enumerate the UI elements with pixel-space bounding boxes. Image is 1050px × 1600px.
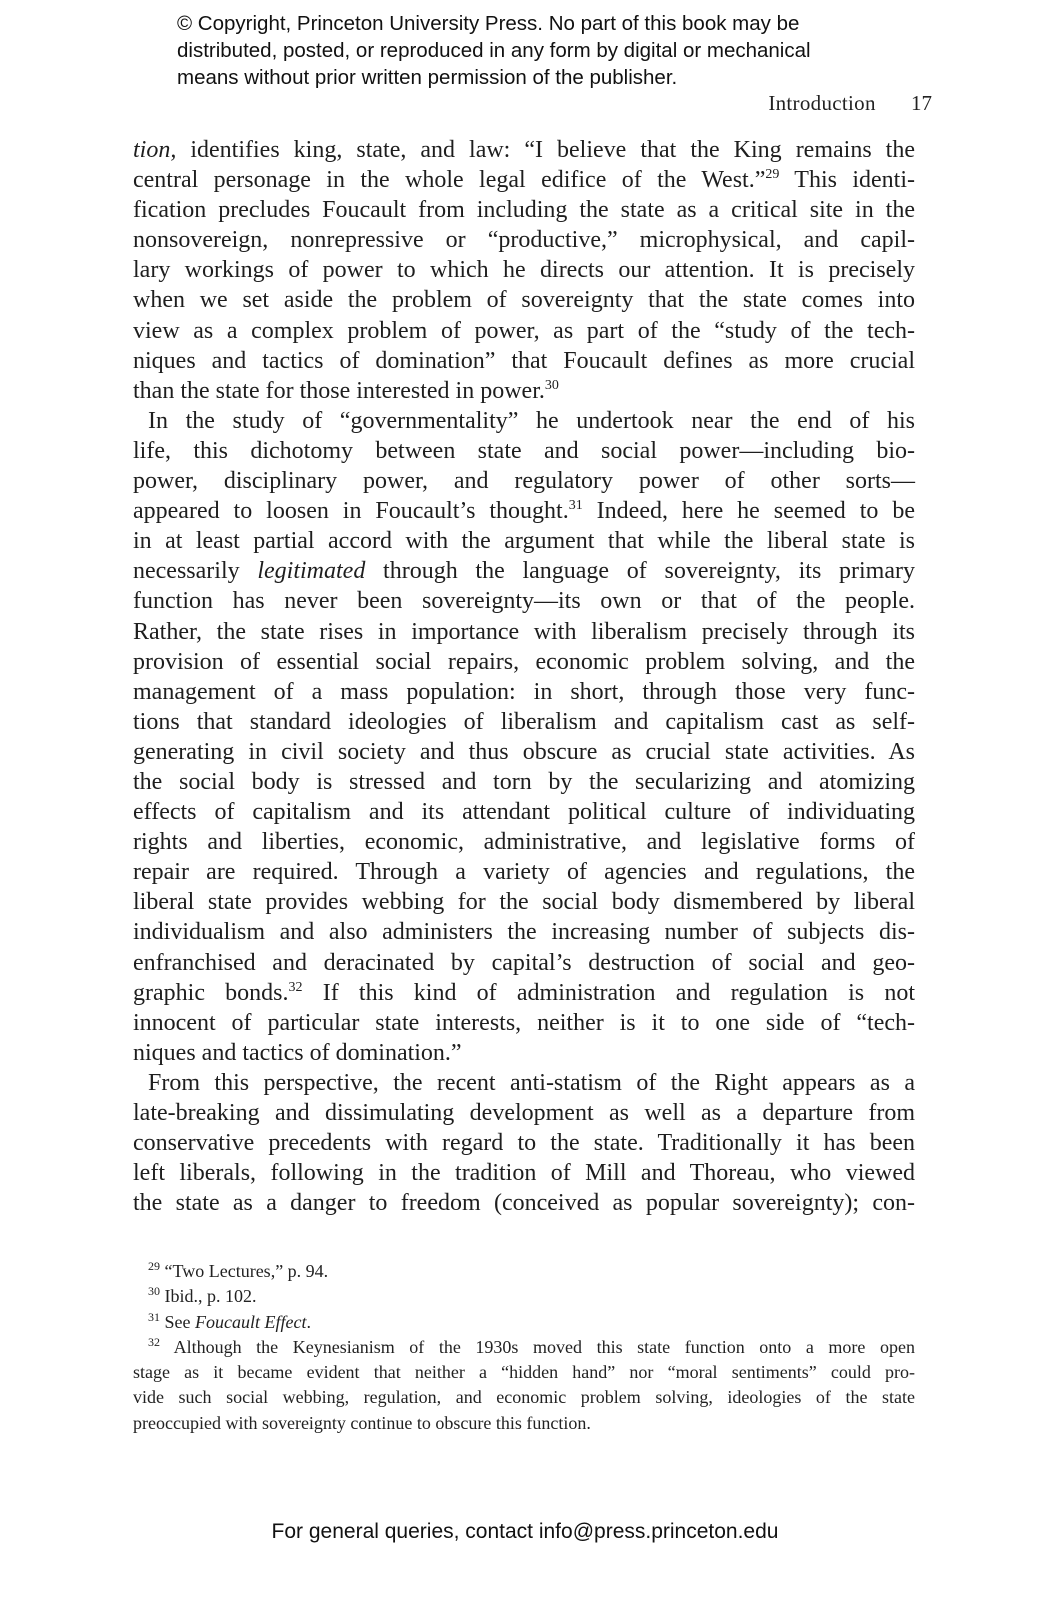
line-content [133,255,915,285]
text-run: niques and tactics of domination.” [133,1039,462,1066]
text-line [133,526,915,556]
text-run: If this kind of administration and regulation is not [302,979,915,1006]
text-run: effects of capitalism and its attendant political culture of individuating [133,799,915,826]
text-run: function has never been sovereignty—its own or that of the people. [133,588,915,615]
text-line [133,917,915,947]
footnote-ref: 30 [544,377,559,393]
line-content [133,917,915,947]
footnote-line [133,1335,915,1360]
text-line [133,737,915,767]
line-content [133,948,915,978]
line-content [148,1068,915,1098]
footnote-line [133,1385,915,1410]
line-content [133,1128,915,1158]
line-content [133,978,915,1008]
text-run: vide such social webbing, regulation, and economic problem solving, ideologies of the state [133,1387,915,1408]
line-content [133,165,915,195]
footnote-line [133,1411,915,1436]
text-line [133,376,915,406]
text-line [133,195,915,225]
text-run: See [164,1311,195,1332]
footnote-ref: 32 [288,979,303,995]
footnote-line [133,1310,915,1335]
text-line [133,1158,915,1188]
running-head [768,91,932,116]
text-line [133,586,915,616]
line-content [133,195,915,225]
text-run: In the study of “governmentality” he undertook near the end of his [148,407,915,434]
text-line [133,647,915,677]
line-content [133,797,915,827]
text-line [133,316,915,346]
text-run: left liberals, following in the tradition of Mill and Thoreau, who viewed [133,1160,915,1187]
text-run: Indeed, here he seemed to be [582,498,915,525]
text-run: stage as it became evident that neither a “hidden hand” nor “moral sentiments” could pro- [133,1362,915,1383]
text-run: necessarily [133,558,258,585]
text-line [133,165,915,195]
text-line [133,677,915,707]
copyright-line: © Copyright, Princeton University Press. No part of this book may be [177,12,800,35]
paragraph [133,1068,915,1218]
text-run: fication precludes Foucault from including the state as a critical site in the [133,197,915,224]
line-content [133,857,915,887]
line-content [133,466,915,496]
footnote-ref: 31 [568,498,583,514]
footnote-31 [133,1310,915,1335]
text-line [133,1128,915,1158]
text-run: enfranchised and deracinated by capital’s destruction of social and geo- [133,949,915,976]
footnote-30 [133,1284,915,1309]
line-content [133,496,915,526]
text-run: than the state for those interested in power. [133,377,545,404]
line-content [133,586,915,616]
line-content [133,647,915,677]
line-content [133,526,915,556]
line-content [148,406,915,436]
paragraph [133,406,915,1068]
text-run: niques and tactics of domination” that Foucault defines as more crucial [133,347,915,374]
line-content [133,135,915,165]
text-run: liberal state provides webbing for the social body dismembered by liberal [133,889,915,916]
text-run: This identi- [779,167,915,194]
line-content [133,346,915,376]
copyright-line: means without prior written permission of the publisher. [177,66,678,89]
text-line [133,978,915,1008]
text-line [133,1188,915,1218]
page-number: 17 [911,91,932,115]
text-run: late-breaking and dissimulating development as well as a departure from [133,1100,915,1126]
text-line [133,767,915,797]
line-content [133,225,915,255]
line-content [133,827,915,857]
text-line [133,887,915,917]
text-run: Ibid., p. 102. [164,1286,257,1307]
text-run: . [306,1311,311,1332]
text-run: power, disciplinary power, and regulatory power of other sorts— [133,468,915,495]
text-line [133,346,915,376]
copyright-notice [177,10,897,91]
text-run: graphic bonds. [133,979,289,1006]
footnote-number: 30 [148,1284,160,1299]
footnote-number: 31 [148,1309,160,1324]
footnote-line [133,1360,915,1385]
text-run: management of a mass population: in short, through those very func- [133,678,915,705]
text-run: through the language of sovereignty, its primary [365,558,915,585]
footnote-ref: 29 [765,167,780,183]
text-run: generating in civil society and thus obscure as crucial state activities. As [133,738,915,765]
text-run: individualism and also administers the increasing number of subjects dis- [133,919,915,946]
text-run: Although the Keynesianism of the 1930s moved this state function onto a more open [173,1336,915,1357]
text-run: From this perspective, the recent anti-statism of the Right appears as a [148,1069,915,1096]
text-line [133,1038,915,1068]
line-content [133,617,915,647]
footnote-32 [133,1335,915,1436]
text-run: provision of essential social repairs, economic problem solving, and the [133,648,915,675]
text-run: Rather, the state rises in importance with liberalism precisely through its [133,618,915,645]
line-content [133,707,915,737]
text-run: innocent of particular state interests, neither is it to one side of “tech- [133,1009,915,1036]
footnote-29 [133,1259,915,1284]
text-run: in at least partial accord with the argument that while the liberal state is [133,528,915,555]
text-run: repair are required. Through a variety of agencies and regulations, the [133,859,915,886]
text-line [133,135,915,165]
text-run: central personage in the whole legal edifice of the West.” [133,167,766,194]
text-line [133,466,915,496]
text-line [133,1008,915,1038]
italic-text: Foucault Effect [195,1311,307,1332]
line-content [133,316,915,346]
text-line [133,707,915,737]
text-run: the social body is stressed and torn by the secularizing and atomizing [133,768,915,795]
footnote-number: 32 [148,1334,160,1349]
text-run: view as a complex problem of power, as part of the “study of the tech- [133,317,915,344]
footer-contact: For general queries, contact info@press.princeton.edu [271,1520,779,1543]
text-run: when we set aside the problem of sovereignty that the state comes into [133,287,915,314]
footnote-number: 29 [148,1259,160,1273]
text-run: conservative precedents with regard to the state. Traditionally it has been [133,1130,915,1157]
footnote-line [133,1259,915,1284]
line-content [133,887,915,917]
text-line [133,797,915,827]
line-content [133,737,915,767]
text-run: nonsovereign, nonrepressive or “productive,” microphysical, and capil- [133,227,915,254]
text-line [133,255,915,285]
line-content [133,556,915,586]
text-run: lary workings of power to which he directs our attention. It is precisely [133,257,915,284]
line-content [133,376,915,406]
line-content [133,677,915,707]
text-line [133,406,915,436]
line-content [133,1008,915,1038]
text-line [133,496,915,526]
text-run: rights and liberties, economic, administrative, and legislative forms of [133,829,915,856]
text-run: appeared to loosen in Foucault’s thought. [133,498,569,525]
copyright-line: distributed, posted, or reproduced in any form by digital or mechanical [177,39,811,62]
text-line [133,1068,915,1098]
body-text [133,135,915,1218]
text-run: tions that standard ideologies of liberalism and capitalism cast as self- [133,708,915,735]
text-line [133,827,915,857]
text-line [133,617,915,647]
text-run: identifies king, state, and law: “I believe that the King remains the [176,137,915,163]
footnote-line [133,1284,915,1309]
text-line [133,285,915,315]
text-line [133,1098,915,1128]
text-run: “Two Lectures,” p. 94. [164,1261,329,1281]
paragraph [133,135,915,406]
line-content [133,767,915,797]
line-content [133,1188,915,1218]
text-line [133,556,915,586]
text-line [133,857,915,887]
text-line [133,225,915,255]
text-line [133,948,915,978]
footnotes [133,1259,915,1436]
text-run: life, this dichotomy between state and social power—including bio- [133,437,915,464]
text-run: preoccupied with sovereignty continue to obscure this function. [133,1412,591,1433]
line-content [133,1098,915,1128]
italic-text: tion, [133,137,177,163]
line-content [133,1158,915,1188]
line-content [133,285,915,315]
section-title: Introduction [768,91,876,115]
line-content [133,436,915,466]
italic-text: legitimated [257,558,366,585]
line-content [133,1038,915,1068]
text-line [133,436,915,466]
text-run: the state as a danger to freedom (conceived as popular sovereignty); con- [133,1190,915,1217]
